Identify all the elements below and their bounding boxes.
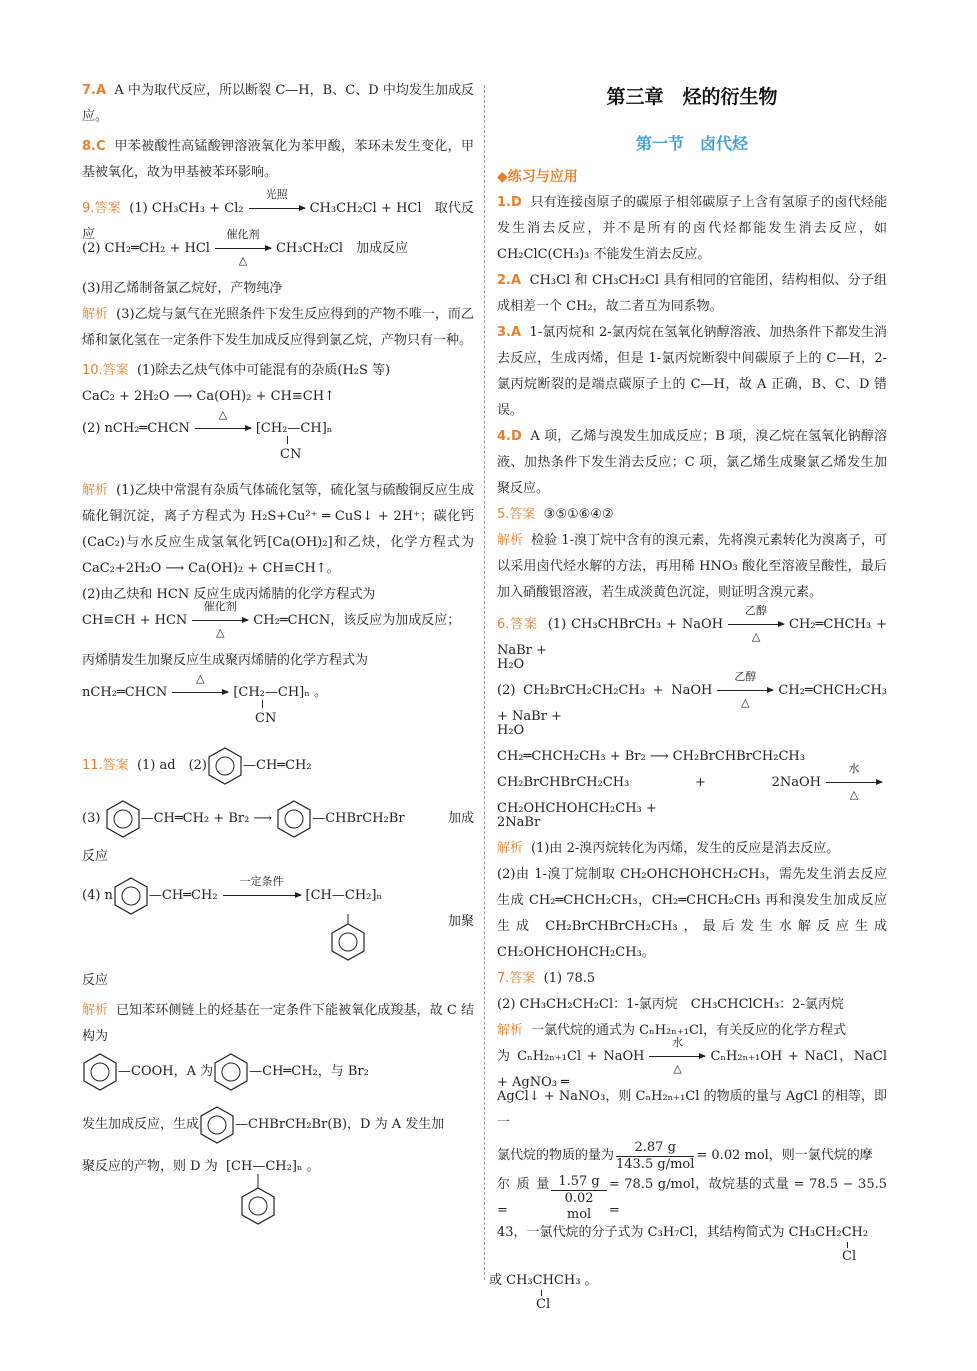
q7: 7.A A 中为取代反应，所以断裂 C—H，B、C、D 中均发生加成反应。 — [82, 83, 475, 124]
reaction-arrow: 乙醇 △ — [716, 678, 774, 704]
rq3: 3.A 1-氯丙烷和 2-氯丙烷在氢氧化钠醇溶液、加热条件下都发生消去反应，生成丙烯，但是 1-氯丙烷断裂中间碳原子上的 C—H，2-氯丙烷断裂的是端点碳原子上的 C—H，故 A 正确，B、C、D 错误。 — [497, 325, 888, 418]
reaction-arrow: 一定条件 — [222, 883, 302, 909]
reaction-arrow: 光照 — [248, 196, 306, 222]
q10: 10.答案 (1)除去乙炔气体中可能混有的杂质(H₂S 等) CaC₂ + 2H₂O ⟶ Ca(OH)₂ + CH≡CH↑ (2) nCH₂═CHCN △ [CH₂—CH]ₙ CN 解析 (1)乙炔中常混有杂质气体硫化氢等，硫化氢与硫酸铜反应生成硫化铜沉淀，离子方程式为 H₂S+Cu²⁺ ═ CuS↓ + 2H⁺；碳化钙(CaC₂)与水反应生成氢氧化钙[Ca(OH)₂]和乙炔，化学方程式为 CaC₂+2H₂O ⟶ Ca(OH)₂ + CH≡CH↑。 (2)由乙炔和 HCN 反应生成丙烯腈的化学方程式为 CH≡CH + HCN 催化剂 △ CH₂═CHCN，该反应为加成反应； 丙烯腈发生加聚反应生成聚丙烯腈的化学方程式为 nCH₂═CHCN △ [CH₂—CH]ₙ 。 CN — [82, 363, 474, 726]
benzene-ring-icon — [276, 799, 312, 839]
fraction: 2.87 g 143.5 g/mol — [616, 1139, 695, 1172]
reaction-arrow: 催化剂 △ — [191, 608, 249, 634]
column-divider — [484, 85, 485, 1280]
benzene-ring-icon — [199, 1105, 235, 1145]
benzene-ring-icon — [113, 876, 149, 916]
q11: 11.答案 (1) ad (2) —CH═CH₂ (3) —CH═CH₂ + Br₂ ⟶ —CHBrCH₂Br 加成 反应 (4) n —CH═CH₂ 一定条件 [CH—CH₂]ₙ 加聚 反应 解析 已知苯环侧链上的烃基在一定条件下能被氧化成羧基，故 C 结构为 —COOH ，A 为 —CH═CH₂ ，与 Br₂ 发生加成反应，生成 —CHBrCH₂Br (B)，D 为 A 发生加 聚反应的产物，则 D 为 [CH—CH₂]ₙ 。 — [82, 744, 474, 1244]
chapter-title: 第三章 烃的衍生物 — [606, 86, 778, 108]
rq1: 1.D 只有连接卤原子的碳原子相邻碳原子上含有氢原子的卤代烃能发生消去反应，并不是所有的卤代烃都能发生消去反应，如 CH₂ClC(CH₃)₃ 不能发生消去反应。 — [497, 195, 887, 262]
section-title: 第一节 卤代烃 — [635, 134, 748, 153]
q9: 9.答案 (1) CH₃CH₃ + Cl₂ 光照 CH₃CH₂Cl + HCl 取代反应 (2) CH₂═CH₂ + HCl 催化剂 △ CH₃CH₂Cl 加成反应 (3)用乙烯制备氯乙烷好，产物纯净 解析 (3)乙烷与氯气在光照条件下发生反应得到的产物不唯一，而乙烯和氯化氢在一定条件下发生加成反应得到氯乙烷，产物只有一种。 — [82, 188, 474, 348]
q8: 8.C 甲苯被酸性高锰酸钾溶液氧化为苯甲酸，苯环未发生变化，甲基被氧化，故为甲基被苯环影响。 — [82, 139, 474, 180]
right-column: 第三章 烃的衍生物 第一节 卤代烃 ◆练习与应用 1.D 只有连接卤原子的碳原子相邻碳原子上含有氢原子的卤代烃能发生消去反应，并不是所有的卤代烃都能发生消去反应，如 CH₂ClC(CH₃)₃ 不能发生消去反应。 2.A CH₃Cl 和 CH₃CH₂Cl 具有相同的官能团，结构相似、分子组成相差一个 CH₂，故二者互为同系物。 3.A 1-氯丙烷和 2-氯丙烷在氢氧化钠醇溶液、加热条件下都发生消去反应，生成丙烯，但是 1-氯丙烷断裂中间碳原子上的 C—H，2-氯丙烷断裂的是端点碳原子上的 C—H，故 A 正确，B、C、D 错误。 4.D A 项，乙烯与溴发生加成反应；B 项，溴乙烷在氢氧化钠醇溶液、加热条件下发生消去反应；C 项，氯乙烯生成聚氯乙烯发生加聚反应。 5.答案 ③⑤①⑥④② 解析 检验 1-溴丁烷中含有的溴元素，先将溴元素转化为溴离子，可以采用卤代烃水解的方法，再用稀 HNO₃ 酸化至溶液呈酸性，最后加入硝酸银溶液，若生成淡黄色沉淀，则证明含溴元素。 6.答案 (1) CH₃CHBrCH₃ + NaOH 乙醇 △ CH₂═CHCH₃ + NaBr + H₂O (2) CH₂BrCH₂CH₂CH₃ + NaOH 乙醇 △ CH₂═CHCH₂CH₃ + NaBr + H₂O CH₂═CHCH₂CH₃ + Br₂ ⟶ CH₂BrCHBrCH₂CH₃ CH₂BrCHBrCH₂CH₃ + 2NaOH 水 △ CH₂OHCHOHCH₂CH₃ + 2NaBr 解析 (1)由 2-溴丙烷转化为丙烯，发生的反应是消去反应。 (2)由 1-溴丁烷制取 CH₂OHCHOHCH₂CH₃，需先发生消去反应生成 CH₂═CHCH₂CH₃，CH₂═CHCH₂CH₃ 再和溴发生加成反应生成 CH₂BrCHBrCH₂CH₃，最后发生水解反应生成 CH₂OHCHOHCH₂CH₃。 7.答案 (1) 78.5 (2) CH₃CH₂CH₂Cl：1-氯丙烷 CH₃CHClCH₃：2-氯丙烷 解析 一氯代烷的通式为 CₙH₂ₙ₊₁Cl，有关反应的化学方程式 为 CₙH₂ₙ₊₁Cl + NaOH 水 △ CₙH₂ₙ₊₁OH + NaCl，NaCl + AgNO₃ ═ AgCl↓ + NaNO₃，则 CₙH₂ₙ₊₁Cl 的物质的量与 AgCl 的相等，即一 氯代烷的物质的量为 2.87 g 143.5 g/mol = 0.02 mol，则一氯代烷的摩 尔质量 = 1.57 g 0.02 mol = 78.5 g/mol，故烷基的式量 = 78.5 − 35.5 = 43，一氯代烷的分子式为 C₃H₇Cl，其结构简式为 CH₃CH₂CH₂ Cl 或 CH₃CHCH₃ 。 Cl — [497, 78, 887, 1320]
rq4: 4.D A 项，乙烯与溴发生加成反应；B 项，溴乙烷在氢氧化钠醇溶液、加热条件下发生消去反应；C 项，氯乙烯生成聚氯乙烯发生加聚反应。 — [497, 429, 887, 496]
subheading: ◆练习与应用 — [497, 169, 578, 185]
benzene-ring-icon — [330, 914, 366, 964]
rq6: 6.答案 (1) CH₃CHBrCH₃ + NaOH 乙醇 △ CH₂═CHCH₃ + NaBr + H₂O (2) CH₂BrCH₂CH₂CH₃ + NaOH 乙醇 △ CH₂═CHCH₂CH₃ + NaBr + H₂O CH₂═CHCH₂CH₃ + Br₂ ⟶ CH₂BrCHBrCH₂CH₃ CH₂BrCHBrCH₂CH₃ + 2NaOH 水 △ CH₂OHCHOHCH₂CH₃ + 2NaBr 解析 (1)由 2-溴丙烷转化为丙烯，发生的反应是消去反应。 (2)由 1-溴丁烷制取 CH₂OHCHOHCH₂CH₃，需先发生消去反应生成 CH₂═CHCH₂CH₃，CH₂═CHCH₂CH₃ 再和溴发生加成反应生成 CH₂BrCHBrCH₂CH₃，最后发生水解反应生成 CH₂OHCHOHCH₂CH₃。 — [497, 604, 887, 960]
reaction-arrow: 水 △ — [648, 1044, 706, 1070]
benzene-ring-icon — [213, 1052, 249, 1092]
benzene-ring-icon — [240, 1174, 276, 1230]
reaction-arrow: 催化剂 △ — [214, 236, 272, 262]
fraction: 1.57 g 0.02 mol — [551, 1174, 607, 1223]
benzene-ring-icon — [82, 1052, 118, 1092]
benzene-ring-icon — [105, 799, 141, 839]
rq7: 7.答案 (1) 78.5 (2) CH₃CH₂CH₂Cl：1-氯丙烷 CH₃CHClCH₃：2-氯丙烷 解析 一氯代烷的通式为 CₙH₂ₙ₊₁Cl，有关反应的化学方程式 为 CₙH₂ₙ₊₁Cl + NaOH 水 △ CₙH₂ₙ₊₁OH + NaCl，NaCl + AgNO₃ ═ AgCl↓ + NaNO₃，则 CₙH₂ₙ₊₁Cl 的物质的量与 AgCl 的相等，即一 氯代烷的物质的量为 2.87 g 143.5 g/mol = 0.02 mol，则一氯代烷的摩 尔质量 = 1.57 g 0.02 mol = 78.5 g/mol，故烷基的式量 = 78.5 − 35.5 = 43，一氯代烷的分子式为 C₃H₇Cl，其结构简式为 CH₃CH₂CH₂ Cl 或 CH₃CHCH₃ 。 Cl — [489, 971, 887, 1312]
rq5: 5.答案 ③⑤①⑥④② — [497, 507, 614, 522]
reaction-arrow: △ — [171, 680, 229, 706]
left-column — [82, 78, 474, 1244]
rq2: 2.A CH₃Cl 和 CH₃CH₂Cl 具有相同的官能团，结构相似、分子组成相差一个 CH₂，故二者互为同系物。 — [497, 273, 887, 314]
benzene-ring-icon — [207, 746, 243, 786]
reaction-arrow: △ — [194, 416, 252, 442]
reaction-arrow: 水 △ — [825, 770, 883, 796]
reaction-arrow: 乙醇 △ — [727, 612, 785, 638]
